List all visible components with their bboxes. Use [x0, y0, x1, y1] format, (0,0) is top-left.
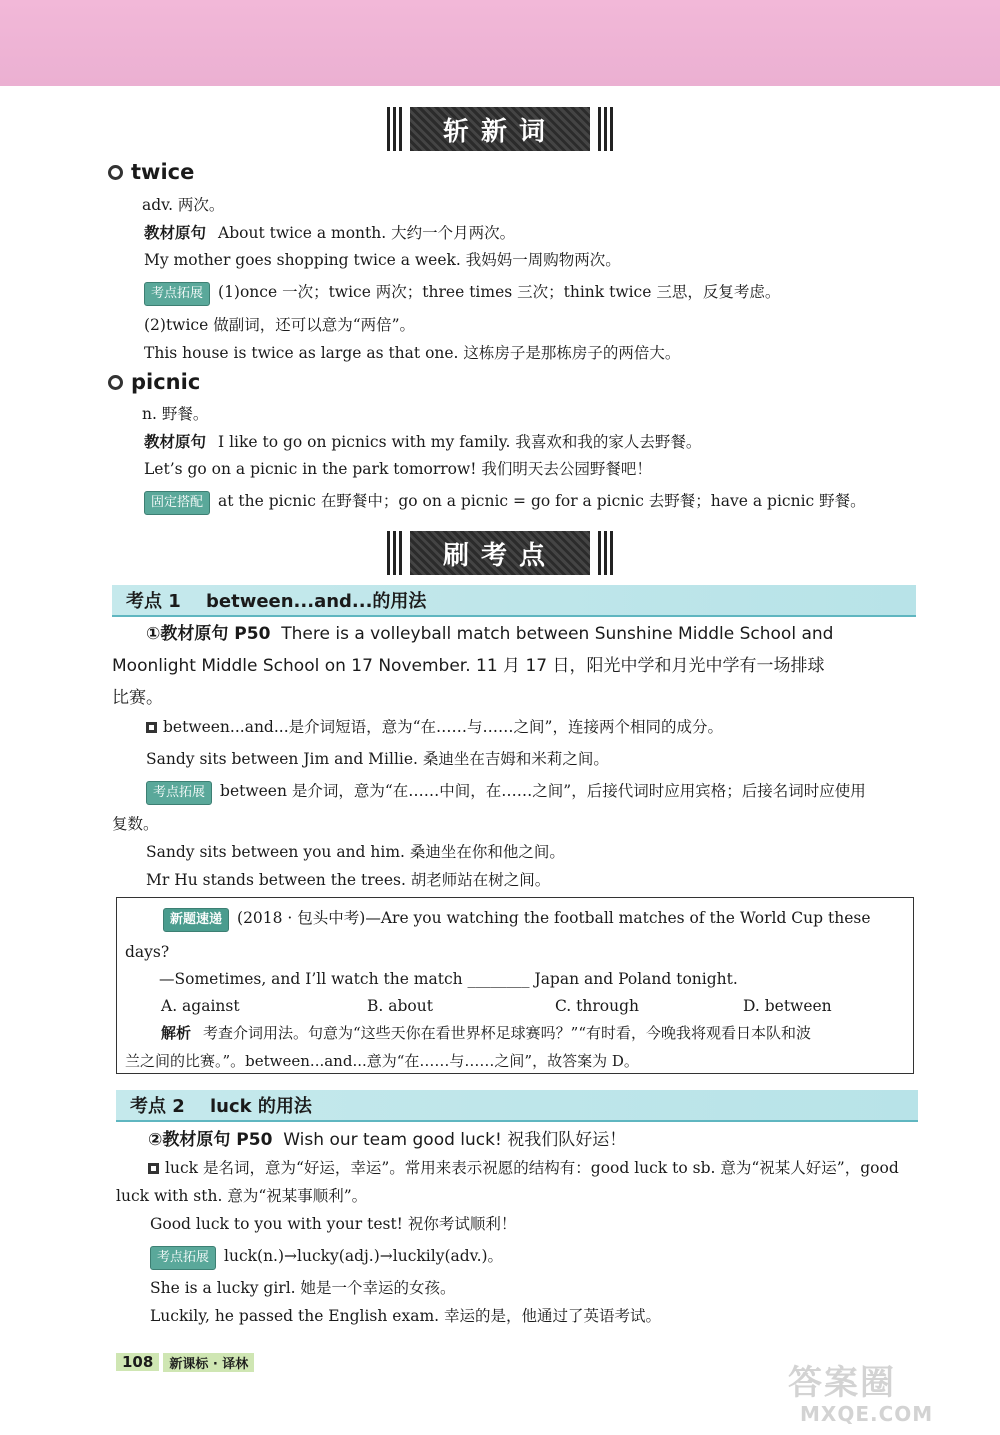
option-b: B. about [367, 997, 433, 1015]
analysis-line-1 [161, 1023, 811, 1043]
textbook-sentence [144, 223, 515, 243]
word-heading-twice [108, 160, 194, 184]
analysis-tag: 解析 [161, 1024, 192, 1042]
option-d: D. between [743, 997, 832, 1015]
exam-point-title: luck 的用法 [210, 1096, 312, 1117]
textbook-text: About twice a month. 大约一个月两次。 [218, 224, 516, 242]
banner-bars-right [598, 107, 613, 151]
fixed-collocation-text: at the picnic 在野餐中；go on a picnic = go for a picnic 去野餐；have a picnic 野餐。 [218, 492, 866, 510]
note-line [146, 717, 723, 737]
example-sentence: Luckily, he passed the English exam. 幸运的是，他通过了英语考试。 [150, 1307, 662, 1325]
book-name: 新课标 · 译林 [163, 1353, 254, 1372]
fixed-collocation-badge: 固定搭配 [144, 491, 210, 515]
example-sentence: Let’s go on a picnic in the park tomorrow! 我们明天去公园野餐吧！ [144, 460, 652, 478]
extension-badge: 考点拓展 [146, 781, 212, 805]
textbook-tag: 教材原句 [144, 224, 207, 242]
textbook-sentence-block [112, 618, 916, 714]
extension-line [144, 282, 780, 306]
textbook-line-text: Wish our team good luck! 祝我们队好运！ [283, 1130, 627, 1150]
exam-point-title: between...and...的用法 [206, 591, 427, 612]
word-definition: n. 野餐。 [142, 405, 209, 423]
extension-line [146, 781, 866, 805]
exam-point-bar-2 [116, 1090, 918, 1122]
textbook-line-3: 比赛。 [112, 688, 163, 708]
section-title: 刷考点 [410, 531, 590, 575]
note-text: between...and...是介词短语，意为“在……与……之间”，连接两个相同的成分。 [163, 718, 723, 736]
example-sentence: Sandy sits between you and him. 桑迪坐在你和他之间。 [146, 843, 565, 861]
extension-line [150, 1246, 503, 1270]
extension-badge: 考点拓展 [144, 282, 210, 306]
fixed-collocation-line [144, 491, 866, 515]
extension-text: luck(n.)→lucky(adj.)→luckily(adv.)。 [224, 1247, 504, 1265]
exam-point-label: 考点 1 [126, 591, 181, 612]
section-banner-exam-points [0, 528, 1000, 578]
option-c: C. through [555, 997, 640, 1015]
square-bullet-icon [146, 722, 157, 733]
word-text: picnic [131, 370, 201, 394]
textbook-line-2: Moonlight Middle School on 17 November. 11 月 17 日，阳光中学和月光中学有一场排球 [112, 656, 825, 676]
section-banner-new-words [0, 104, 1000, 154]
header-band [0, 0, 1000, 86]
extension-line-2: (2)twice 做副词，还可以意为“两倍”。 [144, 316, 416, 334]
example-sentence: Good luck to you with your test! 祝你考试顺利！ [150, 1215, 517, 1233]
circle-bullet-icon [108, 165, 123, 180]
note-line-cont: luck with sth. 意为“祝某事顺利”。 [116, 1187, 368, 1205]
note-text: luck 是名词，意为“好运，幸运”。常用来表示祝愿的结构有：good luck to sb. 意为“祝某人好运”，good [165, 1159, 899, 1177]
textbook-tag: 教材原句 [144, 433, 207, 451]
textbook-sentence [144, 432, 701, 452]
exam-point-label: 考点 2 [130, 1096, 185, 1117]
section-title: 斩新词 [410, 107, 590, 151]
example-sentence: This house is twice as large as that one. 这栋房子是那栋房子的两倍大。 [144, 344, 681, 362]
example-sentence: She is a lucky girl. 她是一个幸运的女孩。 [150, 1279, 456, 1297]
textbook-text: I like to go on picnics with my family. 我喜欢和我的家人去野餐。 [218, 433, 702, 451]
new-question-box [116, 897, 914, 1074]
analysis-line-2: 兰之间的比赛。”。between...and...意为“在……与……之间”，故答案为 D。 [125, 1052, 639, 1070]
textbook-line-text: There is a volleyball match between Sunshine Middle School and [281, 624, 834, 644]
option-a: A. against [161, 997, 240, 1015]
note-line [148, 1158, 899, 1178]
question-line-2: days? [125, 943, 170, 961]
page-footer [116, 1351, 254, 1373]
banner-bars-left [387, 531, 402, 575]
extension-line-cont: 复数。 [112, 815, 159, 833]
word-heading-picnic [108, 370, 200, 394]
example-sentence: Mr Hu stands between the trees. 胡老师站在树之间。 [146, 871, 551, 889]
banner-bars-left [387, 107, 402, 151]
watermark-cn: 答案圈 [788, 1363, 896, 1403]
extension-badge: 考点拓展 [150, 1246, 216, 1270]
textbook-ref: ①教材原句 P50 [146, 624, 271, 644]
watermark-logo [788, 1355, 978, 1425]
square-bullet-icon [148, 1163, 159, 1174]
question-text: (2018 · 包头中考)—Are you watching the football matches of the World Cup these [237, 909, 871, 927]
banner-bars-right [598, 531, 613, 575]
textbook-ref: ②教材原句 P50 [148, 1130, 273, 1150]
extension-text: (1)once 一次；twice 两次；three times 三次；think twice 三思，反复考虑。 [218, 283, 781, 301]
question-line-1 [163, 908, 871, 932]
textbook-line-1 [112, 618, 916, 650]
extension-text: between 是介词，意为“在……中间，在……之间”，后接代词时应用宾格；后接名词时应使用 [220, 782, 866, 800]
watermark-url: MXQE.COM [800, 1402, 934, 1426]
example-sentence: My mother goes shopping twice a week. 我妈妈一周购物两次。 [144, 251, 621, 269]
page-number: 108 [116, 1353, 159, 1371]
new-question-badge: 新题速递 [163, 908, 229, 932]
exam-point-bar-1 [112, 585, 916, 617]
question-line-3: —Sometimes, and I’ll watch the match ________ Japan and Poland tonight. [159, 970, 738, 988]
example-sentence: Sandy sits between Jim and Millie. 桑迪坐在吉姆和米莉之间。 [146, 750, 609, 768]
word-text: twice [131, 160, 195, 184]
circle-bullet-icon [108, 375, 123, 390]
analysis-text: 考查介词用法。句意为“这些天你在看世界杯足球赛吗？”“有时看，今晚我将观看日本队和波 [203, 1024, 812, 1042]
textbook-sentence-2 [148, 1128, 626, 1152]
word-definition: adv. 两次。 [142, 196, 225, 214]
